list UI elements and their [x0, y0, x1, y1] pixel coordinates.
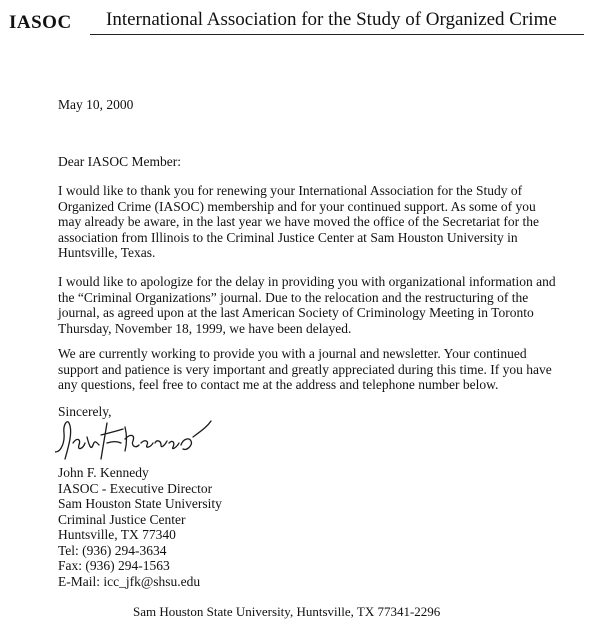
signer-title: IASOC - Executive Director	[58, 480, 213, 496]
signer-email: E-Mail: icc_jfk@shsu.edu	[58, 573, 201, 589]
letterhead-abbreviation: IASOC	[9, 12, 72, 33]
handwritten-signature	[55, 415, 215, 465]
letterhead-rule	[90, 34, 584, 35]
letter-paragraph-1: I would like to thank you for renewing your International Association for the Study of Organized Crime (IASOC) membership and for your continued support. As some of you may already be aware, in the last year we have moved the office of the Secretariat for the association from Illinois to the Criminal Justice Center at Sam Houston University in Huntsville, Texas.	[58, 183, 540, 260]
signer-fax: Fax: (936) 294-1563	[58, 558, 170, 573]
signer-university: Sam Houston State University	[58, 496, 222, 511]
letter-date: May 10, 2000	[58, 97, 134, 112]
signer-department: Criminal Justice Center	[58, 511, 186, 527]
signer-telephone: Tel: (936) 294-3634	[58, 542, 167, 558]
letterhead-organization-name: International Association for the Study of Organized Crime	[106, 9, 557, 30]
footer-address: Sam Houston State University, Huntsville, TX 77341-2296	[133, 604, 441, 619]
signer-city: Huntsville, TX 77340	[58, 527, 176, 542]
letter-paragraph-2: I would like to apologize for the delay in providing you with organizational information and the “Criminal Organizations” journal. Due to the relocation and the restructuring of the journal, as agreed upon at the last American Society of Criminology Meeting in Toronto Thursday, November 18, 1999, we have been delayed.	[58, 274, 556, 336]
letter-closing: Sincerely,	[58, 404, 112, 419]
signature-block	[58, 465, 222, 589]
letter-paragraph-3: We are currently working to provide you with a journal and newsletter. Your continued support and patience is very important and greatly appreciated during this time. If you have any questions, feel free to contact me at the address and telephone number below.	[58, 346, 552, 392]
signer-name: John F. Kennedy	[58, 465, 149, 480]
letter-salutation: Dear IASOC Member:	[58, 154, 181, 169]
